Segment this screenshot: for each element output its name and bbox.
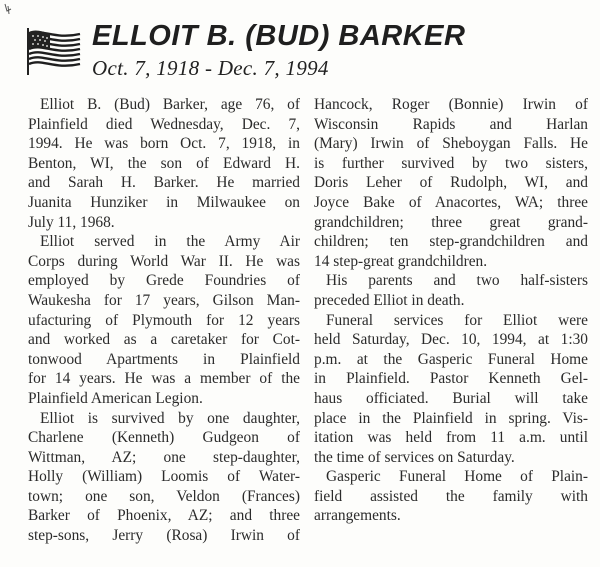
text-line: in Plainfield. Pastor Kenneth Gel-: [314, 370, 588, 388]
text-line: grandchildren; three great grand-: [314, 213, 588, 231]
text-line: July 11, 1968.: [28, 213, 115, 231]
text-line: haus officiated. Burial will take: [314, 389, 588, 407]
text-line: is further survived by two sisters,: [314, 154, 588, 172]
text-line: Hancock, Roger (Bonnie) Irwin of: [314, 96, 588, 113]
life-dates: Oct. 7, 1918 - Dec. 7, 1994: [92, 56, 329, 80]
text-line: Elliot B. (Bud) Barker, age 76, of: [40, 96, 300, 113]
text-line: preceded Elliot in death.: [314, 291, 465, 309]
text-line: employed by Grede Foundries of: [28, 272, 300, 290]
text-line: 14 step-great grandchildren.: [314, 252, 488, 270]
text-line: Joyce Bake of Anacortes, WA; three: [314, 193, 588, 211]
text-line: the time of services on Saturday.: [314, 448, 515, 466]
text-line: Wittman, AZ; one step-daughter,: [28, 448, 300, 466]
obituary-text-right-column: [314, 95, 588, 526]
text-line: ufacturing of Plymouth for 12 years: [28, 311, 300, 329]
text-line: and Sarah H. Barker. He married: [28, 174, 300, 192]
obituary-name-headline: ELLOIT B. (BUD) BARKER: [92, 20, 466, 52]
text-line: arrangements.: [314, 507, 401, 525]
text-line: Benton, WI, the son of Edward H.: [28, 154, 300, 172]
text-line: Juanita Hunziker in Milwaukee on: [28, 193, 300, 211]
text-line: His parents and two half-sisters: [326, 272, 588, 290]
obituary-text-left-column: [28, 95, 300, 567]
text-line: Barker of Phoenix, AZ; and three: [28, 507, 300, 525]
text-line: step-sons, Jerry (Rosa) Irwin of: [28, 527, 300, 545]
text-line: p.m. at the Gasperic Funeral Home: [314, 350, 588, 368]
text-line: and worked as a caretaker for Cot-: [28, 331, 300, 349]
text-line: Waukesha for 17 years, Gilson Man-: [28, 291, 300, 309]
text-line: town; one son, Veldon (Frances): [28, 487, 300, 505]
text-line: Holly (William) Loomis of Water-: [28, 468, 300, 486]
text-line: tonwood Apartments in Plainfield: [28, 350, 300, 368]
text-line: Wisconsin Rapids and Harlan: [314, 115, 588, 133]
text-line: 1994. He was born Oct. 7, 1918, in: [28, 135, 300, 153]
text-line: Gasperic Funeral Home of Plain-: [326, 468, 588, 486]
american-flag-icon: [24, 26, 82, 76]
text-line: children; ten step-grandchildren and: [314, 233, 588, 251]
text-line: Elliot is survived by one daughter,: [40, 409, 300, 427]
text-line: Charlene (Kenneth) Gudgeon of: [28, 429, 300, 447]
text-line: Funeral services for Elliot were: [326, 311, 588, 329]
text-line: Corps during World War II. He was: [28, 252, 300, 270]
text-line: Plainfield American Legion.: [28, 389, 203, 407]
text-line: (Mary) Irwin of Sheboygan Falls. He: [314, 135, 588, 153]
text-line: field assisted the family with: [314, 487, 588, 505]
text-line: for 14 years. He was a member of the: [28, 370, 300, 388]
handwritten-mark-icon: [2, 2, 16, 16]
text-line: itation was held from 11 a.m. until: [314, 429, 588, 447]
text-line: Plainfield died Wednesday, Dec. 7,: [28, 115, 300, 133]
text-line: Doris Leher of Rudolph, WI, and: [314, 174, 588, 192]
text-line: Elliot served in the Army Air: [40, 233, 300, 251]
text-line: place in the Plainfield in spring. Vis-: [314, 409, 588, 427]
text-line: held Saturday, Dec. 10, 1994, at 1:30: [314, 331, 588, 349]
